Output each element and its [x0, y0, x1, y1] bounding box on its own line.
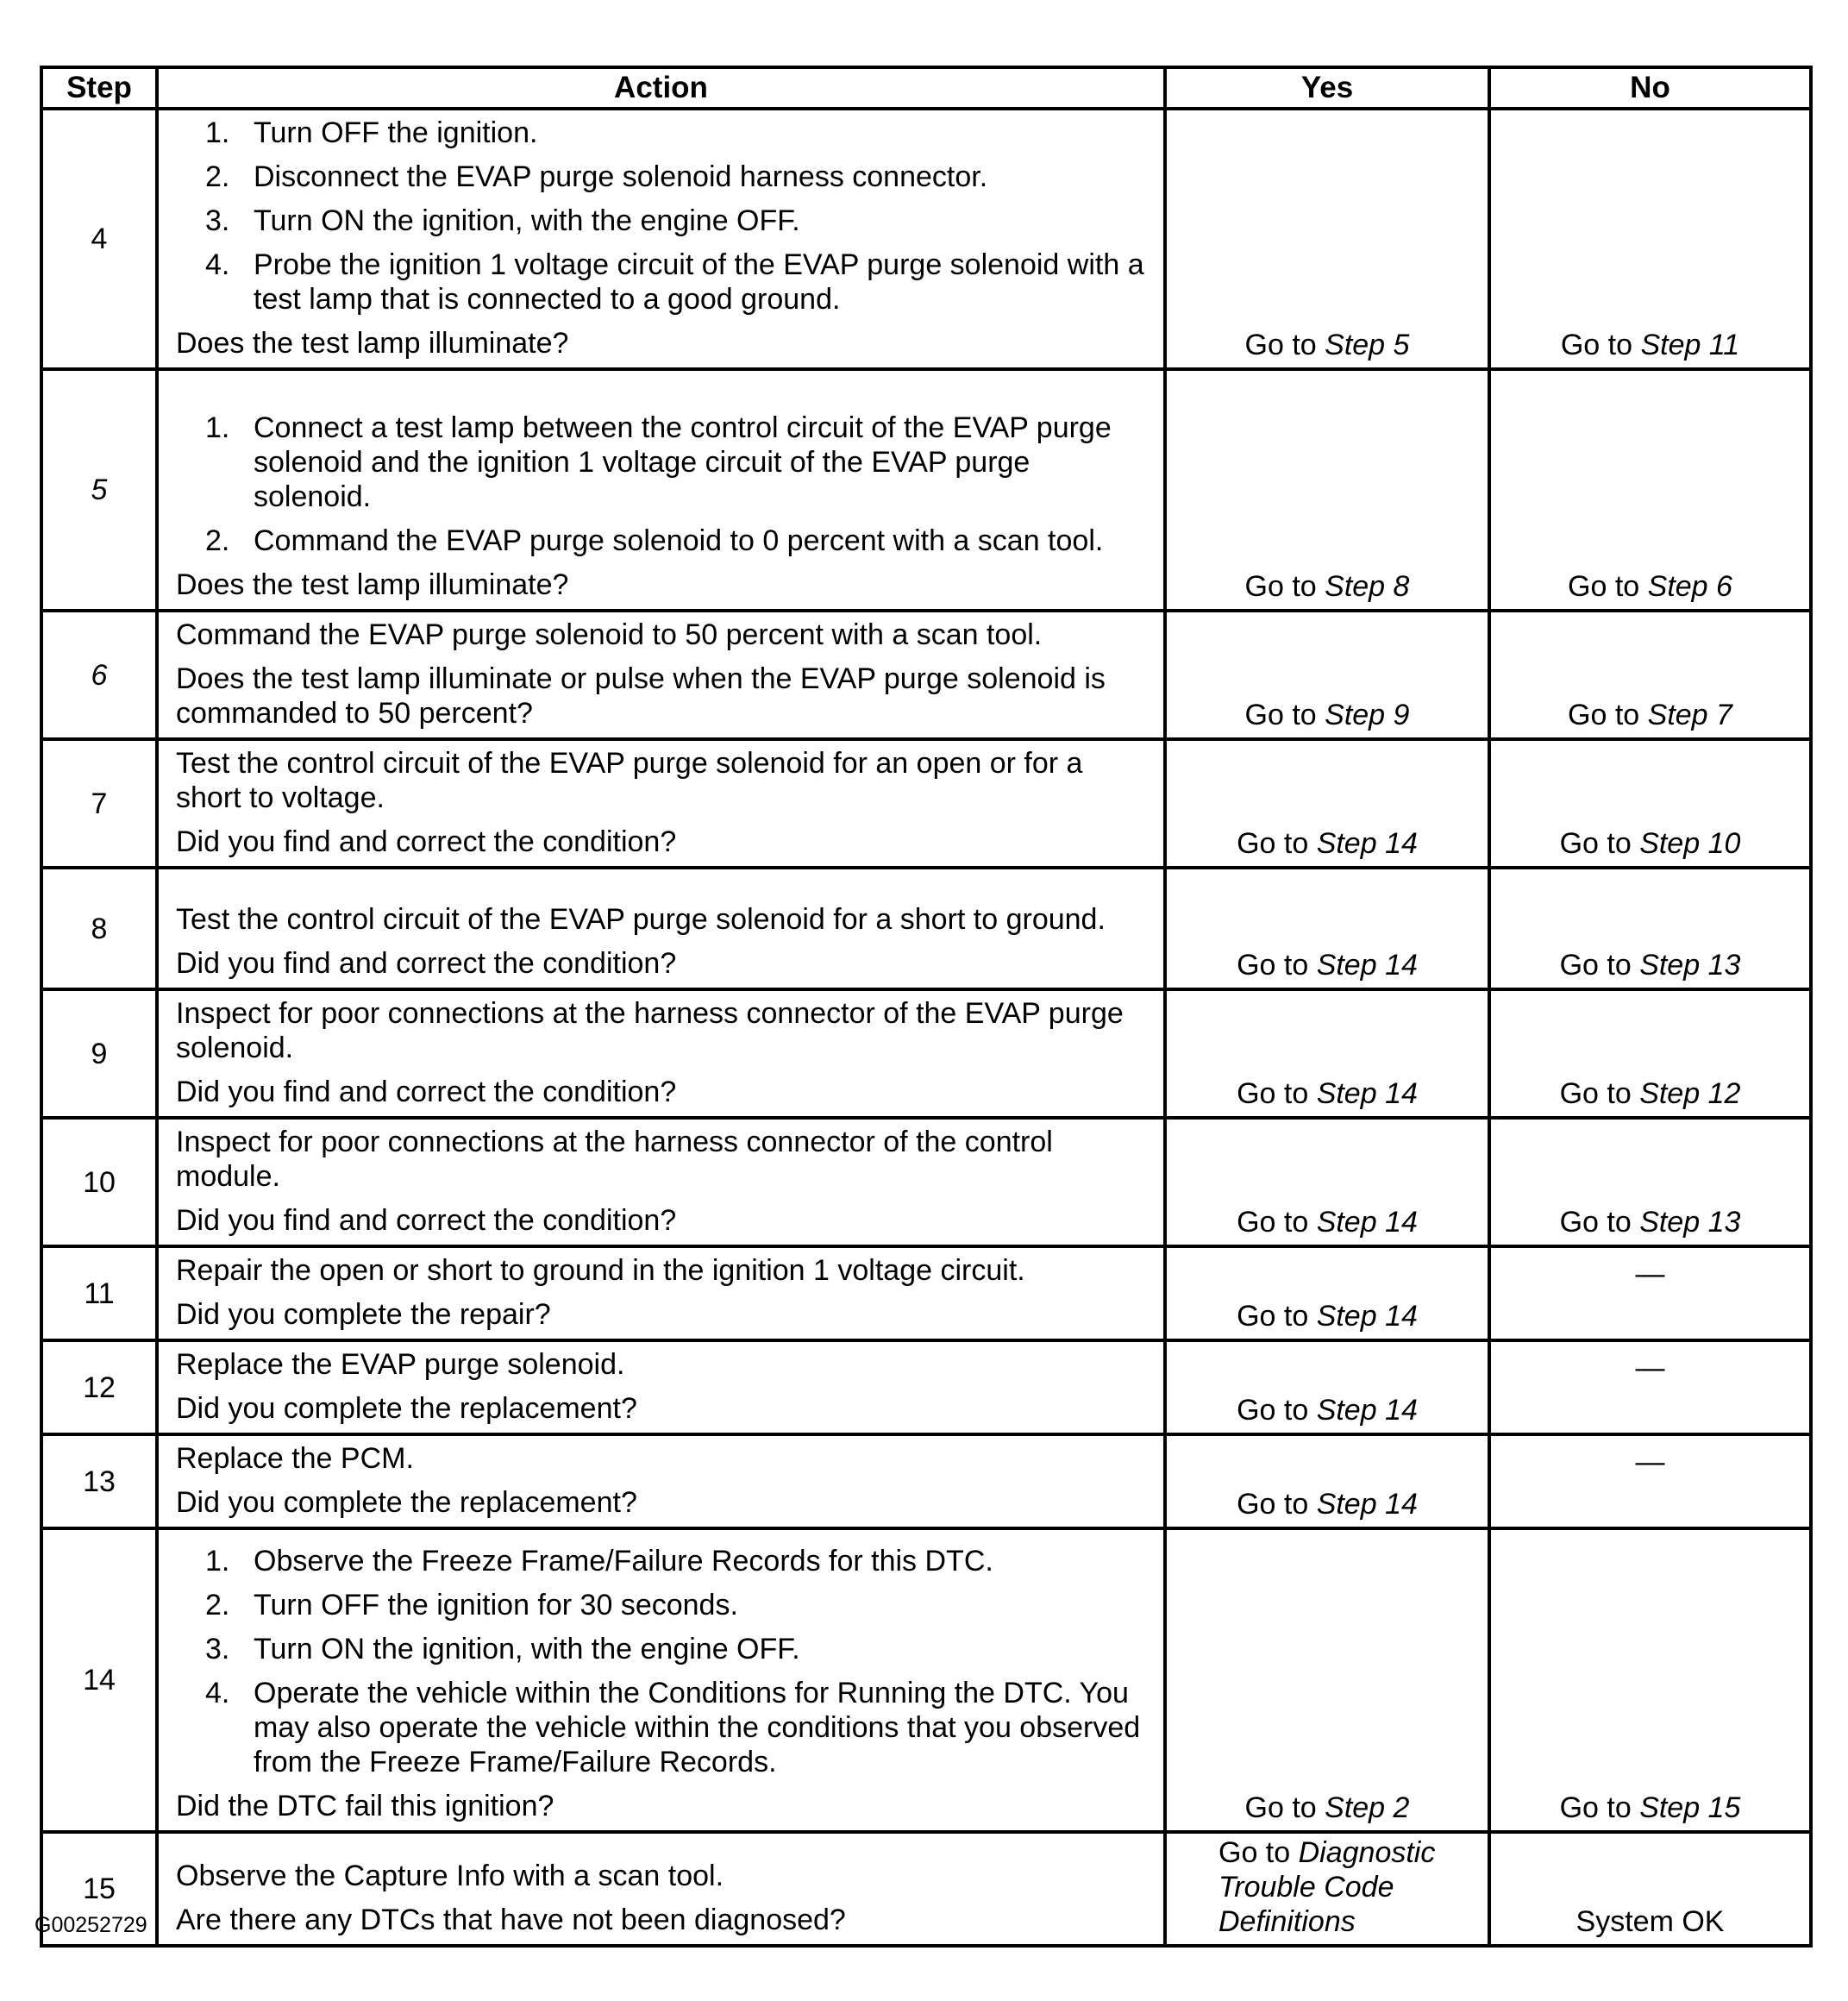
action-step-number: 3.	[205, 1633, 230, 1665]
action-steps-list	[176, 116, 1150, 317]
action-cell	[157, 369, 1165, 611]
step-number: 11	[41, 1246, 157, 1340]
no-cell	[1489, 739, 1811, 868]
action-question: Are there any DTCs that have not been diagnosed?	[176, 1904, 846, 1936]
action-step-number: 4.	[205, 248, 230, 281]
yes-cell	[1165, 1246, 1489, 1340]
action-step-item	[176, 411, 1150, 514]
table-row	[41, 1118, 1811, 1246]
action-cell	[157, 868, 1165, 989]
action-steps-list	[176, 1544, 1150, 1779]
action-step-item	[176, 116, 1150, 150]
action-step-text: Command the EVAP purge solenoid to 0 percent with a scan tool.	[254, 524, 1104, 557]
action-step-text: Probe the ignition 1 voltage circuit of the EVAP purge solenoid with a test lamp that is connected to a good ground.	[254, 248, 1144, 316]
yes-cell	[1165, 1528, 1489, 1832]
action-step-text: Connect a test lamp between the control circuit of the EVAP purge solenoid and the ignition 1 voltage circuit of the EVAP purge solenoid.	[254, 411, 1112, 513]
yes-cell	[1165, 611, 1489, 739]
table-row	[41, 868, 1811, 989]
action-step-item	[176, 1544, 1150, 1578]
action-text: Replace the PCM.	[176, 1442, 414, 1475]
no-cell	[1489, 989, 1811, 1118]
table-row	[41, 369, 1811, 611]
action-step-number: 2.	[205, 1589, 230, 1622]
action-step-item	[176, 248, 1150, 317]
yes-cell	[1165, 1832, 1489, 1946]
table-row	[41, 989, 1811, 1118]
action-step-number: 3.	[205, 204, 230, 237]
no-target: Step 15	[1639, 1791, 1741, 1824]
action-cell	[157, 1340, 1165, 1434]
action-cell	[157, 1118, 1165, 1246]
action-question: Did you find and correct the condition?	[176, 825, 677, 858]
yes-target: Step 14	[1316, 1300, 1418, 1333]
yes-cell	[1165, 868, 1489, 989]
action-step-text: Operate the vehicle within the Conditions for Running the DTC. You may also operate the vehicle within the conditions that you observed from the Freeze Frame/Failure Records.	[254, 1677, 1141, 1778]
action-step-text: Disconnect the EVAP purge solenoid harness connector.	[254, 160, 988, 193]
no-cell	[1489, 1832, 1811, 1946]
no-text: —	[1635, 1446, 1665, 1478]
action-text: Observe the Capture Info with a scan tool.	[176, 1860, 724, 1892]
no-target: Step 10	[1639, 827, 1741, 860]
yes-target: Step 9	[1325, 699, 1410, 731]
step-number: 14	[41, 1528, 157, 1832]
yes-target: Step 14	[1316, 1077, 1418, 1110]
table-row	[41, 1246, 1811, 1340]
header-action: Action	[157, 67, 1165, 109]
no-cell	[1489, 1246, 1811, 1340]
yes-cell	[1165, 1340, 1489, 1434]
action-text: Inspect for poor connections at the harness connector of the EVAP purge solenoid.	[176, 997, 1124, 1064]
action-text: Test the control circuit of the EVAP purge solenoid for an open or for a short to voltage.	[176, 747, 1083, 814]
yes-cell	[1165, 369, 1489, 611]
no-cell	[1489, 1528, 1811, 1832]
yes-prefix: Go to	[1237, 1488, 1317, 1521]
action-step-text: Observe the Freeze Frame/Failure Records for this DTC.	[254, 1545, 993, 1578]
action-step-text: Turn OFF the ignition.	[254, 116, 538, 149]
action-question: Did the DTC fail this ignition?	[176, 1790, 554, 1822]
yes-target: Step 14	[1316, 1206, 1418, 1239]
action-text: Inspect for poor connections at the harness connector of the control module.	[176, 1126, 1053, 1193]
no-cell	[1489, 1340, 1811, 1434]
yes-cell	[1165, 989, 1489, 1118]
no-prefix: Go to	[1559, 1077, 1640, 1110]
yes-prefix: Go to	[1237, 1206, 1317, 1239]
action-step-item	[176, 160, 1150, 194]
action-cell	[157, 109, 1165, 369]
table-row	[41, 1340, 1811, 1434]
diagnostic-table	[40, 66, 1813, 1948]
no-target: Step 6	[1647, 570, 1732, 603]
no-text: System OK	[1575, 1905, 1725, 1938]
action-step-number: 2.	[205, 524, 230, 557]
yes-target: Step 14	[1316, 1394, 1418, 1427]
no-prefix: Go to	[1559, 827, 1640, 860]
table-row	[41, 1528, 1811, 1832]
action-step-item	[176, 1588, 1150, 1622]
table-row	[41, 611, 1811, 739]
no-prefix: Go to	[1560, 329, 1641, 361]
header-yes: Yes	[1165, 67, 1489, 109]
yes-target: Step 8	[1325, 570, 1410, 603]
action-question: Does the test lamp illuminate?	[176, 568, 569, 601]
no-target: Step 12	[1639, 1077, 1741, 1110]
no-target: Step 7	[1647, 699, 1732, 731]
yes-target: Step 14	[1316, 1488, 1418, 1521]
action-step-text: Turn OFF the ignition for 30 seconds.	[254, 1589, 738, 1622]
action-question: Did you complete the replacement?	[176, 1392, 637, 1425]
action-step-text: Turn ON the ignition, with the engine OFF.	[254, 1633, 800, 1665]
action-step-text: Turn ON the ignition, with the engine OFF.	[254, 204, 800, 237]
action-text: Replace the EVAP purge solenoid.	[176, 1348, 625, 1381]
action-cell	[157, 1246, 1165, 1340]
action-cell	[157, 989, 1165, 1118]
yes-prefix: Go to	[1237, 949, 1317, 982]
action-text: Test the control circuit of the EVAP purge solenoid for a short to ground.	[176, 903, 1106, 936]
table-row	[41, 1434, 1811, 1528]
yes-cell	[1165, 739, 1489, 868]
step-number: 13	[41, 1434, 157, 1528]
table-row	[41, 739, 1811, 868]
yes-target-line: Diagnostic	[1298, 1836, 1436, 1869]
step-number: 4	[41, 109, 157, 369]
no-cell	[1489, 1118, 1811, 1246]
yes-target-line: Definitions	[1218, 1905, 1356, 1938]
yes-target: Step 5	[1325, 329, 1410, 361]
no-text: —	[1635, 1258, 1665, 1290]
no-prefix: Go to	[1559, 949, 1640, 982]
action-cell	[157, 611, 1165, 739]
no-target: Step 11	[1640, 329, 1740, 361]
yes-prefix: Go to	[1237, 1300, 1317, 1333]
no-cell	[1489, 369, 1811, 611]
yes-target: Step 14	[1316, 949, 1418, 982]
no-cell	[1489, 1434, 1811, 1528]
no-prefix: Go to	[1559, 1206, 1640, 1239]
action-cell	[157, 739, 1165, 868]
table-header-row	[41, 67, 1811, 109]
step-number: 15	[41, 1832, 157, 1946]
table-body	[41, 109, 1811, 1946]
no-prefix: Go to	[1568, 570, 1648, 603]
action-question: Did you find and correct the condition?	[176, 947, 677, 980]
action-question: Does the test lamp illuminate or pulse when the EVAP purge solenoid is commanded to 50 percent?	[176, 662, 1106, 730]
yes-cell	[1165, 1434, 1489, 1528]
action-step-item	[176, 1676, 1150, 1779]
yes-target: Step 2	[1325, 1791, 1410, 1824]
table-row	[41, 1832, 1811, 1946]
yes-prefix: Go to	[1244, 570, 1325, 603]
action-cell	[157, 1832, 1165, 1946]
header-no: No	[1489, 67, 1811, 109]
step-number: 10	[41, 1118, 157, 1246]
action-step-number: 1.	[205, 1545, 230, 1578]
action-step-item	[176, 1632, 1150, 1666]
yes-target-line: Trouble Code	[1218, 1871, 1394, 1904]
yes-prefix: Go to	[1244, 699, 1325, 731]
yes-prefix: Go to	[1218, 1836, 1299, 1869]
action-cell	[157, 1528, 1165, 1832]
yes-prefix: Go to	[1237, 1394, 1317, 1427]
yes-prefix: Go to	[1244, 1791, 1325, 1824]
step-number: 8	[41, 868, 157, 989]
step-number: 5	[41, 369, 157, 611]
action-cell	[157, 1434, 1165, 1528]
action-step-number: 2.	[205, 160, 230, 193]
table-row	[41, 109, 1811, 369]
figure-id: G00252729	[34, 1913, 147, 1937]
step-number: 7	[41, 739, 157, 868]
action-steps-list	[176, 411, 1150, 558]
step-number: 12	[41, 1340, 157, 1434]
yes-prefix: Go to	[1244, 329, 1325, 361]
action-step-number: 1.	[205, 116, 230, 149]
action-question: Did you find and correct the condition?	[176, 1076, 677, 1108]
no-text: —	[1635, 1352, 1665, 1384]
action-text: Command the EVAP purge solenoid to 50 percent with a scan tool.	[176, 618, 1043, 651]
action-step-item	[176, 524, 1150, 558]
no-prefix: Go to	[1559, 1791, 1640, 1824]
action-text: Repair the open or short to ground in the ignition 1 voltage circuit.	[176, 1254, 1025, 1287]
no-target: Step 13	[1639, 949, 1741, 982]
no-cell	[1489, 611, 1811, 739]
action-question: Did you find and correct the condition?	[176, 1204, 677, 1237]
step-number: 6	[41, 611, 157, 739]
yes-target: Step 14	[1316, 827, 1418, 860]
action-question: Does the test lamp illuminate?	[176, 327, 569, 360]
yes-prefix: Go to	[1237, 827, 1317, 860]
step-number: 9	[41, 989, 157, 1118]
yes-prefix: Go to	[1237, 1077, 1317, 1110]
action-question: Did you complete the replacement?	[176, 1486, 637, 1519]
no-target: Step 13	[1639, 1206, 1741, 1239]
no-cell	[1489, 868, 1811, 989]
no-cell	[1489, 109, 1811, 369]
action-step-number: 1.	[205, 411, 230, 444]
yes-cell	[1165, 1118, 1489, 1246]
yes-cell	[1165, 109, 1489, 369]
action-question: Did you complete the repair?	[176, 1298, 551, 1331]
action-step-number: 4.	[205, 1677, 230, 1709]
action-step-item	[176, 204, 1150, 238]
no-prefix: Go to	[1568, 699, 1648, 731]
header-step: Step	[41, 67, 157, 109]
